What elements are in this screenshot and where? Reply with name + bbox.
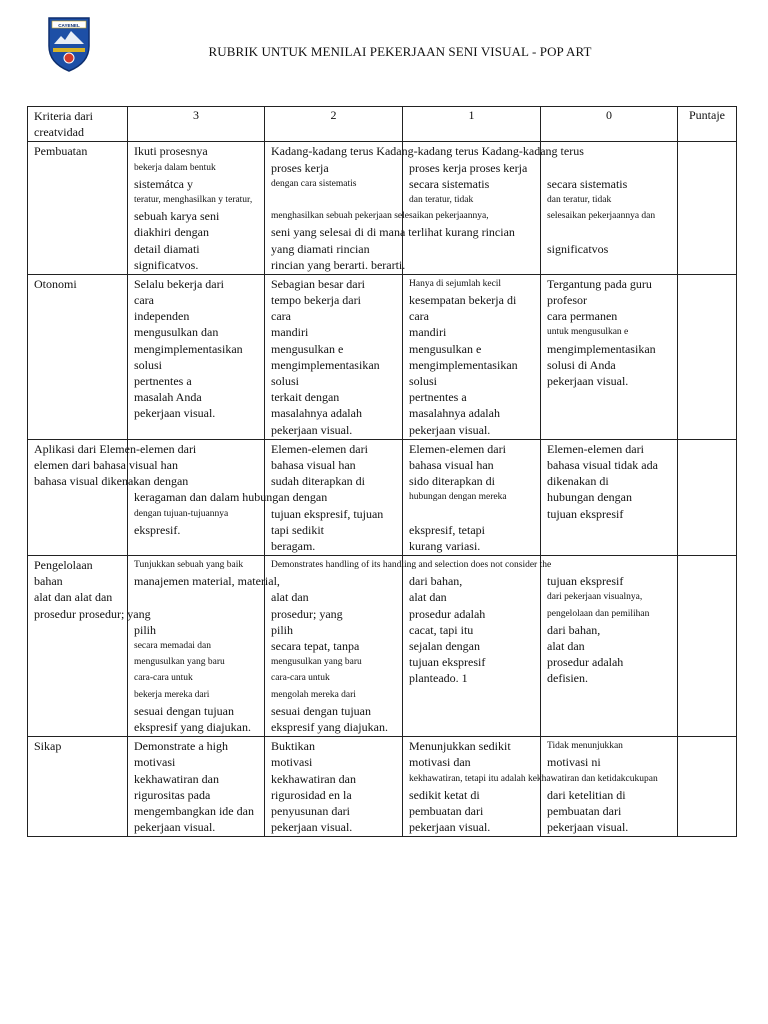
descriptor-line: solusi [271,374,300,388]
descriptor-line: pilih [134,622,157,637]
descriptor-line: masalahnya adalah [409,406,500,421]
rubric-row [28,556,737,737]
descriptor-line: mengusulkan yang baru [271,657,362,668]
descriptor-line: solusi [134,357,163,372]
descriptor-line: mengembangkan ide dan [134,803,254,818]
descriptor-line: motivasi ni [547,755,601,770]
descriptor-line: prosedur; yang [271,606,343,621]
rubric-row [28,142,737,275]
descriptor-line: pilih [271,622,294,637]
descriptor-line: ekspresif. [134,522,181,537]
descriptor-line: beragam. [271,538,316,553]
descriptor-line: Selalu bekerja dari [134,276,224,291]
descriptor-line: kekhawatiran dan [271,771,356,786]
descriptor-line: rigurositas pada [134,787,211,802]
puntaje-cell [678,439,737,555]
school-crest-logo [47,16,91,72]
descriptor-line: cara-cara untuk [271,673,330,684]
descriptor-line: Elemen-elemen dari [409,441,506,456]
descriptor-line: alat dan [409,590,447,605]
descriptor-line: detail diamati [134,241,200,256]
descriptor-line [409,506,540,522]
descriptor-line: mengimplementasikan [271,357,380,372]
descriptor-line: pembuatan dari [547,803,622,818]
descriptor-line: Ikuti prosesnya [134,144,208,159]
descriptor-line: cara [271,309,291,324]
criteria-line: bahasa visual dikenakan dengan [34,474,189,489]
descriptor-line: Tidak menunjukkan [547,741,623,752]
descriptor-line: motivasi dan [409,755,471,770]
score-0-cell [541,737,678,837]
criteria-line: Pengelolaan [34,558,93,573]
score-1-cell [403,556,541,737]
descriptor-line: tujuan ekspresif [547,574,624,589]
descriptor-line [547,257,677,273]
descriptor-line: mengusulkan e [271,341,344,356]
descriptor-line: cacat, tapi itu [409,622,474,637]
criteria-line: Otonomi [34,276,77,291]
score-0-cell [541,439,678,555]
shield-crest-icon [47,16,91,72]
descriptor-line: significatvos. [134,257,199,272]
descriptor-line: mandiri [409,325,447,340]
descriptor-line [547,557,677,573]
header-criteria-line: Kriteria dari [34,109,93,123]
descriptor-line: kurang variasi. [409,538,481,553]
criteria-line: alat dan alat dan [34,590,113,605]
score-2-cell [265,274,403,439]
descriptor-line: bekerja dalam bentuk [134,162,216,173]
descriptor-line: Hanya di sejumlah kecil [409,278,502,289]
descriptor-line: pekerjaan visual. [271,820,353,835]
descriptor-line: terkait dengan [271,390,340,405]
descriptor-line: diakhiri dengan [134,225,209,240]
descriptor-line: motivasi [134,755,176,770]
descriptor-line: hubungan dengan [547,490,632,505]
descriptor-line: tapi sedikit [271,522,324,537]
descriptor-line: dan teratur, tidak [547,194,612,205]
descriptor-line: bahasa visual tidak ada [547,457,658,472]
descriptor-line: bahasa visual han [409,457,494,472]
descriptor-line: alat dan [547,639,585,653]
descriptor-line: pekerjaan visual. [547,820,629,835]
descriptor-line: ekspresif, tetapi [409,522,485,537]
descriptor-line: teratur, menghasilkan y teratur, [134,194,253,205]
descriptor-line: mandiri [271,325,309,340]
descriptor-line: tujuan ekspresif [409,655,486,670]
descriptor-line: rigurosidad en la [271,787,352,802]
descriptor-line [547,224,677,240]
descriptor-line: tujuan ekspresif [547,506,624,521]
header-puntaje: Puntaje [678,107,737,142]
descriptor-line: tujuan ekspresif, tujuan [271,506,384,521]
descriptor-line: cara-cara untuk [134,673,193,684]
descriptor-line: hubungan dengan mereka [409,492,507,503]
descriptor-line: masalahnya adalah [271,406,362,421]
descriptor-line: pekerjaan visual. [134,406,216,421]
descriptor-line: menghasilkan sebuah pekerjaan selesaikan pekerjaannya, [271,211,489,222]
criteria-line: bahan [34,574,63,589]
puntaje-cell [678,556,737,737]
descriptor-line: profesor [547,293,587,308]
descriptor-line: masalah Anda [134,390,202,405]
descriptor-line: dan teratur, tidak [409,194,474,205]
descriptor-line: pengelolaan dan pemilihan [547,608,650,619]
descriptor-line: kekhawatiran dan [134,771,219,786]
descriptor-line: alat dan [271,590,309,605]
descriptor-line: mengolah mereka dari [271,689,356,700]
descriptor-line: secara sistematis [547,176,628,191]
score-3-cell [128,737,265,837]
descriptor-line: dengan cara sistematis [271,178,357,189]
descriptor-line: mengusulkan dan [134,325,219,340]
descriptor-line: yang diamati rincian [271,241,370,256]
descriptor-line: sesuai dengan tujuan [134,703,234,718]
puntaje-cell [678,142,737,275]
score-1-cell [403,274,541,439]
rubric-row [28,439,737,555]
header-criteria [28,107,128,142]
descriptor-line: sudah diterapkan di [271,474,365,489]
descriptor-line: kesempatan bekerja di [409,293,517,308]
descriptor-line: prosedur adalah [547,655,624,670]
score-3-cell [128,556,280,737]
score-1-cell [403,439,541,555]
descriptor-line: prosedur adalah [409,606,486,621]
descriptor-line [134,589,264,605]
descriptor-line: sedikit ketat di [409,787,480,802]
puntaje-cell [678,737,737,837]
descriptor-line: sido diterapkan di [409,474,495,489]
descriptor-line: Demonstrates handling of its handling and selection does not consider the [271,560,552,571]
descriptor-line [409,257,540,273]
descriptor-line: proses kerja [271,160,329,175]
descriptor-line: mengusulkan yang baru [134,657,225,668]
criteria-line: prosedur prosedur; yang [34,606,151,621]
descriptor-line: Buktikan [271,739,315,754]
descriptor-line: mengimplementasikan [547,341,656,356]
descriptor-line [271,192,402,208]
descriptor-line: motivasi [271,755,313,770]
document-title: RUBRIK UNTUK MENILAI PEKERJAAN SENI VISUAL - POP ART [208,44,592,59]
score-2-cell [265,737,403,837]
descriptor-line: untuk mengusulkan e [547,327,629,338]
descriptor-line: proses kerja proses kerja [409,160,528,175]
descriptor-line: pekerjaan visual. [409,820,491,835]
score-0-cell [541,274,678,439]
score-3-cell [128,274,265,439]
descriptor-line: penyusunan dari [271,803,350,818]
score-1-cell [403,142,541,275]
descriptor-line: dari bahan, [409,574,463,589]
criteria-cell [28,142,128,275]
descriptor-line: defisien. [547,671,588,686]
descriptor-line: dari bahan, [547,622,601,637]
score-0-cell [541,556,678,737]
descriptor-line: pertnentes a [134,374,192,388]
descriptor-line: secara tepat, tanpa [271,639,360,653]
descriptor-line: cara permanen [547,309,618,324]
descriptor-line: pertnentes a [409,390,467,405]
descriptor-line: Elemen-elemen dari [271,441,368,456]
descriptor-line: cara [409,309,429,324]
descriptor-line [547,160,677,176]
header-score-3: 3 [128,107,265,142]
rubric-row [28,737,737,837]
descriptor-line: solusi [409,374,438,388]
descriptor-line: pekerjaan visual. [409,422,491,437]
descriptor-line: pekerjaan visual. [271,422,353,437]
descriptor-line: tempo bekerja dari [271,293,361,308]
descriptor-line: dengan tujuan-tujuannya [134,508,229,519]
descriptor-line: manajemen material, material, [134,574,280,589]
score-0-cell [541,142,678,275]
header-criteria-line: creatvidad [34,125,84,140]
descriptor-line: bahasa visual han [271,457,356,472]
descriptor-line: dari pekerjaan visualnya, [547,592,643,603]
descriptor-line: sebuah karya seni [134,209,220,224]
descriptor-line: cara [134,293,154,308]
descriptor-line: mengimplementasikan [409,357,518,372]
descriptor-line: planteado. 1 [409,671,468,686]
header-score-0: 0 [541,107,678,142]
descriptor-line: mengimplementasikan [134,341,243,356]
rubric-table [27,106,737,837]
descriptor-line [134,606,264,622]
descriptor-line: selesaikan pekerjaannya dan [547,211,656,222]
descriptor-line: Kadang-kadang terus Kadang-kadang terus Kadang-kadang terus [271,144,584,159]
descriptor-line: mengusulkan e [409,341,482,356]
puntaje-cell [678,274,737,439]
descriptor-line: dari ketelitian di [547,787,626,802]
descriptor-line: significatvos [547,241,609,256]
descriptor-line: solusi di Anda [547,357,616,372]
criteria-line: Pembuatan [34,144,88,159]
descriptor-line [409,241,540,257]
header-score-1: 1 [403,107,541,142]
rubric-row [28,274,737,439]
descriptor-line: sejalan dengan [409,639,480,653]
descriptor-line: pekerjaan visual. [547,374,629,388]
descriptor-line: kekhawatiran, tetapi itu adalah kekhawatiran dan ketidakcukupan [409,773,658,784]
descriptor-line: keragaman dan dalam hubungan dengan [134,490,328,505]
descriptor-line: pembuatan dari [409,803,484,818]
criteria-line: Sikap [34,739,62,754]
descriptor-line: ekspresif yang diajukan. [134,719,251,734]
header-score-2: 2 [265,107,403,142]
descriptor-line: pekerjaan visual. [134,820,216,835]
descriptor-line: Menunjukkan sedikit [409,739,511,754]
descriptor-line: secara sistematis [409,176,490,191]
descriptor-line: Tergantung pada guru [547,276,652,291]
descriptor-line: independen [134,309,190,324]
descriptor-line: Sebagian besar dari [271,276,365,291]
descriptor-line: secara memadai dan [134,641,212,651]
criteria-cell [28,737,128,837]
descriptor-line: Elemen-elemen dari [547,441,644,456]
descriptor-line: seni yang selesai di di mana terlihat kurang rincian [271,225,515,240]
descriptor-line: rincian yang berarti. berarti. [271,257,406,272]
score-3-cell [128,142,265,275]
logo-text: CAYENEL [58,23,80,28]
header-row [28,107,737,142]
descriptor-line: Tunjukkan sebuah yang baik [134,560,244,571]
descriptor-line [271,573,402,589]
criteria-line: Aplikasi dari Elemen-elemen dari [34,441,197,456]
criteria-cell [28,274,128,439]
descriptor-line: Demonstrate a high [134,739,228,754]
descriptor-line: sesuai dengan tujuan [271,703,371,718]
criteria-line: elemen dari bahasa visual han [34,457,178,472]
descriptor-line: bekerja mereka dari [134,689,210,700]
descriptor-line: sistemátca y [134,176,193,191]
descriptor-line: ekspresif yang diajukan. [271,719,388,734]
descriptor-line: dikenakan di [547,474,609,489]
